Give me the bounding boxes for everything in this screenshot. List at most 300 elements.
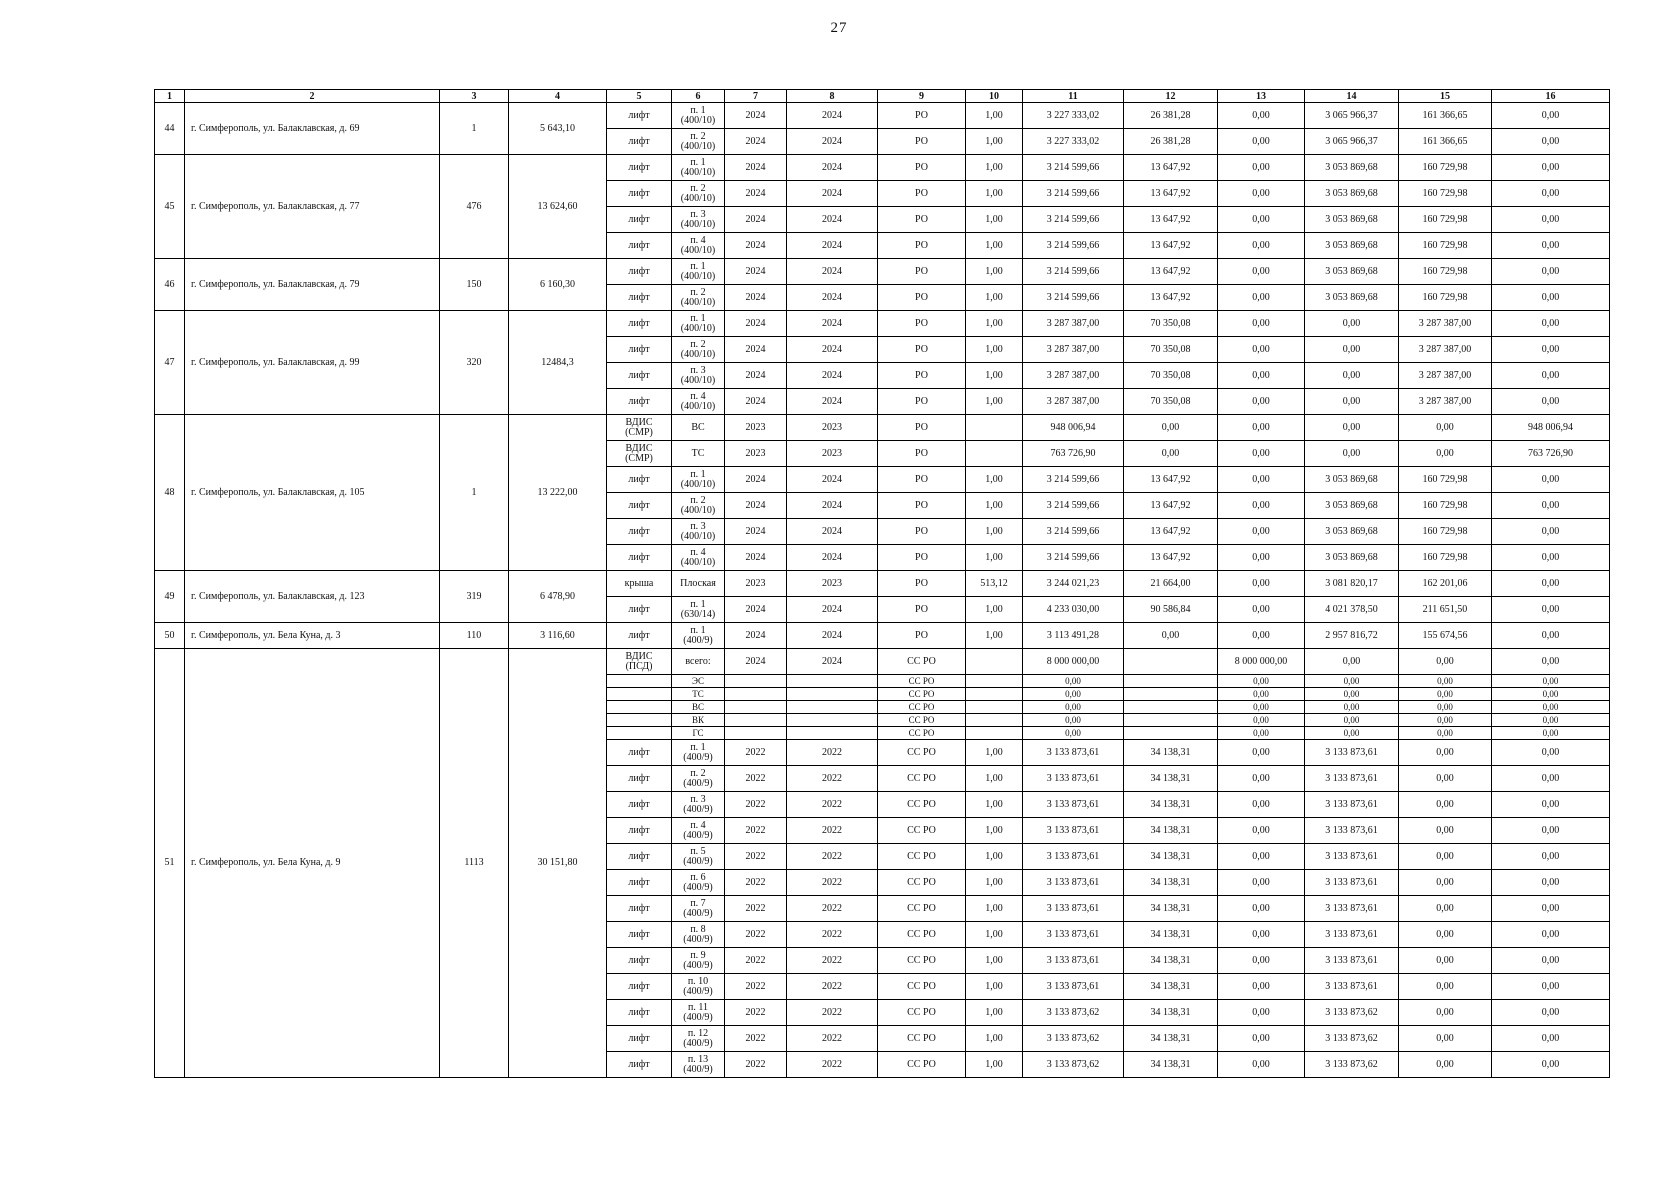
header-cell: 8 <box>787 90 878 103</box>
year-start-cell: 2023 <box>725 441 787 467</box>
header-cell: 2 <box>185 90 440 103</box>
col14-cell: 0,00 <box>1305 649 1399 675</box>
year-start-cell: 2024 <box>725 363 787 389</box>
col16-cell: 0,00 <box>1492 571 1610 597</box>
work-type-cell <box>607 675 672 688</box>
house-number-cell: 46 <box>155 259 185 311</box>
col16-cell: 0,00 <box>1492 896 1610 922</box>
work-type-cell: лифт <box>607 844 672 870</box>
col15-cell: 0,00 <box>1399 974 1492 1000</box>
year-end-cell: 2024 <box>787 389 878 415</box>
volume-cell: 1,00 <box>966 922 1023 948</box>
col16-cell: 0,00 <box>1492 1026 1610 1052</box>
work-type-cell: лифт <box>607 623 672 649</box>
col14-cell: 3 053 869,68 <box>1305 207 1399 233</box>
address-cell: г. Симферополь, ул. Балаклавская, д. 69 <box>185 103 440 155</box>
year-end-cell: 2024 <box>787 623 878 649</box>
house-number-cell: 49 <box>155 571 185 623</box>
work-type-cell: лифт <box>607 493 672 519</box>
col13-cell: 0,00 <box>1218 415 1305 441</box>
col14-cell: 3 133 873,61 <box>1305 766 1399 792</box>
funding-cell: РО <box>878 207 966 233</box>
header-cell: 6 <box>672 90 725 103</box>
work-type-cell: лифт <box>607 818 672 844</box>
col15-cell: 3 287 387,00 <box>1399 363 1492 389</box>
area-cell: 6 478,90 <box>509 571 607 623</box>
cost-per-unit-cell: 34 138,31 <box>1124 870 1218 896</box>
col16-cell: 0,00 <box>1492 181 1610 207</box>
table-row <box>155 103 1610 129</box>
table-row <box>155 415 1610 441</box>
total-cost-cell: 3 214 599,66 <box>1023 467 1124 493</box>
element-cell: п. 1 (630/14) <box>672 597 725 623</box>
header-cell: 14 <box>1305 90 1399 103</box>
house-number-cell: 44 <box>155 103 185 155</box>
col13-cell: 0,00 <box>1218 792 1305 818</box>
cost-per-unit-cell: 34 138,31 <box>1124 922 1218 948</box>
col14-cell: 3 133 873,62 <box>1305 1026 1399 1052</box>
element-cell: п. 1 (400/10) <box>672 311 725 337</box>
year-end-cell <box>787 675 878 688</box>
funding-cell: РО <box>878 311 966 337</box>
work-type-cell: лифт <box>607 233 672 259</box>
cost-per-unit-cell: 13 647,92 <box>1124 155 1218 181</box>
element-cell: п. 2 (400/10) <box>672 337 725 363</box>
cost-per-unit-cell <box>1124 714 1218 727</box>
element-cell: п. 5 (400/9) <box>672 844 725 870</box>
year-start-cell: 2022 <box>725 1052 787 1078</box>
cost-per-unit-cell: 26 381,28 <box>1124 103 1218 129</box>
funding-cell: РО <box>878 571 966 597</box>
col15-cell: 160 729,98 <box>1399 233 1492 259</box>
year-start-cell: 2024 <box>725 285 787 311</box>
year-start-cell: 2024 <box>725 259 787 285</box>
col15-cell: 0,00 <box>1399 1000 1492 1026</box>
work-type-cell: лифт <box>607 870 672 896</box>
funding-cell: СС РО <box>878 714 966 727</box>
cost-per-unit-cell: 13 647,92 <box>1124 207 1218 233</box>
funding-cell: СС РО <box>878 675 966 688</box>
year-start-cell: 2022 <box>725 766 787 792</box>
funding-cell: РО <box>878 519 966 545</box>
funding-cell: СС РО <box>878 948 966 974</box>
col16-cell: 0,00 <box>1492 597 1610 623</box>
funding-cell: РО <box>878 285 966 311</box>
total-cost-cell: 948 006,94 <box>1023 415 1124 441</box>
total-cost-cell: 3 133 873,62 <box>1023 1052 1124 1078</box>
col13-cell: 0,00 <box>1218 597 1305 623</box>
cost-per-unit-cell: 0,00 <box>1124 623 1218 649</box>
year-start-cell <box>725 727 787 740</box>
element-cell: п. 6 (400/9) <box>672 870 725 896</box>
total-cost-cell: 3 133 873,61 <box>1023 870 1124 896</box>
col13-cell: 0,00 <box>1218 870 1305 896</box>
volume-cell: 1,00 <box>966 233 1023 259</box>
funding-cell: СС РО <box>878 1026 966 1052</box>
element-cell: всего: <box>672 649 725 675</box>
year-end-cell: 2022 <box>787 974 878 1000</box>
element-cell: п. 11 (400/9) <box>672 1000 725 1026</box>
year-start-cell: 2022 <box>725 896 787 922</box>
col14-cell: 3 053 869,68 <box>1305 259 1399 285</box>
volume-cell: 513,12 <box>966 571 1023 597</box>
work-type-cell: лифт <box>607 311 672 337</box>
funding-cell: РО <box>878 545 966 571</box>
year-start-cell: 2022 <box>725 1000 787 1026</box>
funding-cell: РО <box>878 415 966 441</box>
col14-cell: 3 133 873,62 <box>1305 1052 1399 1078</box>
table-row <box>155 259 1610 285</box>
col15-cell: 0,00 <box>1399 727 1492 740</box>
cost-per-unit-cell: 70 350,08 <box>1124 311 1218 337</box>
col14-cell: 3 065 966,37 <box>1305 103 1399 129</box>
work-type-cell: лифт <box>607 1052 672 1078</box>
area-cell: 12484,3 <box>509 311 607 415</box>
cost-per-unit-cell <box>1124 701 1218 714</box>
col13-cell: 0,00 <box>1218 545 1305 571</box>
col13-cell: 0,00 <box>1218 922 1305 948</box>
col16-cell: 0,00 <box>1492 649 1610 675</box>
col15-cell: 160 729,98 <box>1399 155 1492 181</box>
col14-cell: 3 133 873,61 <box>1305 844 1399 870</box>
col16-cell: 0,00 <box>1492 740 1610 766</box>
volume-cell: 1,00 <box>966 1000 1023 1026</box>
volume-cell: 1,00 <box>966 597 1023 623</box>
col14-cell: 0,00 <box>1305 337 1399 363</box>
funding-cell: РО <box>878 129 966 155</box>
work-type-cell: ВДИС (СМР) <box>607 441 672 467</box>
year-end-cell: 2024 <box>787 545 878 571</box>
work-type-cell: ВДИС (ПСД) <box>607 649 672 675</box>
col14-cell: 0,00 <box>1305 701 1399 714</box>
cost-per-unit-cell: 34 138,31 <box>1124 948 1218 974</box>
work-type-cell <box>607 688 672 701</box>
element-cell: п. 1 (400/10) <box>672 155 725 181</box>
funding-cell: РО <box>878 259 966 285</box>
address-cell: г. Симферополь, ул. Балаклавская, д. 105 <box>185 415 440 571</box>
volume-cell: 1,00 <box>966 818 1023 844</box>
address-cell: г. Симферополь, ул. Бела Куна, д. 9 <box>185 649 440 1078</box>
col16-cell: 0,00 <box>1492 688 1610 701</box>
year-end-cell: 2022 <box>787 844 878 870</box>
total-cost-cell: 763 726,90 <box>1023 441 1124 467</box>
col13-cell: 0,00 <box>1218 688 1305 701</box>
total-cost-cell: 0,00 <box>1023 675 1124 688</box>
total-cost-cell: 3 214 599,66 <box>1023 181 1124 207</box>
total-cost-cell: 8 000 000,00 <box>1023 649 1124 675</box>
year-start-cell: 2024 <box>725 545 787 571</box>
col16-cell: 0,00 <box>1492 467 1610 493</box>
cost-per-unit-cell <box>1124 649 1218 675</box>
element-cell: ТС <box>672 688 725 701</box>
volume-cell: 1,00 <box>966 974 1023 1000</box>
col14-cell: 3 133 873,61 <box>1305 792 1399 818</box>
work-type-cell: лифт <box>607 259 672 285</box>
cost-per-unit-cell: 90 586,84 <box>1124 597 1218 623</box>
element-cell: п. 2 (400/10) <box>672 129 725 155</box>
year-end-cell: 2022 <box>787 818 878 844</box>
volume-cell: 1,00 <box>966 623 1023 649</box>
work-type-cell: лифт <box>607 974 672 1000</box>
col16-cell: 0,00 <box>1492 155 1610 181</box>
col15-cell: 0,00 <box>1399 792 1492 818</box>
year-end-cell: 2024 <box>787 207 878 233</box>
cost-per-unit-cell: 13 647,92 <box>1124 545 1218 571</box>
col16-cell: 0,00 <box>1492 233 1610 259</box>
col15-cell: 160 729,98 <box>1399 545 1492 571</box>
cost-per-unit-cell: 34 138,31 <box>1124 766 1218 792</box>
volume-cell: 1,00 <box>966 519 1023 545</box>
area-cell: 30 151,80 <box>509 649 607 1078</box>
year-start-cell <box>725 701 787 714</box>
col16-cell: 763 726,90 <box>1492 441 1610 467</box>
header-cell: 1 <box>155 90 185 103</box>
total-cost-cell: 3 214 599,66 <box>1023 493 1124 519</box>
area-cell: 13 222,00 <box>509 415 607 571</box>
col13-cell: 0,00 <box>1218 974 1305 1000</box>
col16-cell: 0,00 <box>1492 714 1610 727</box>
cost-per-unit-cell: 13 647,92 <box>1124 233 1218 259</box>
element-cell: ВС <box>672 415 725 441</box>
col14-cell: 0,00 <box>1305 714 1399 727</box>
house-number-cell: 50 <box>155 623 185 649</box>
address-cell: г. Симферополь, ул. Балаклавская, д. 123 <box>185 571 440 623</box>
col13-cell: 0,00 <box>1218 103 1305 129</box>
col16-cell: 0,00 <box>1492 207 1610 233</box>
year-end-cell: 2024 <box>787 493 878 519</box>
col15-cell: 0,00 <box>1399 688 1492 701</box>
total-cost-cell: 3 214 599,66 <box>1023 207 1124 233</box>
funding-cell: РО <box>878 363 966 389</box>
element-cell: п. 10 (400/9) <box>672 974 725 1000</box>
year-end-cell: 2024 <box>787 597 878 623</box>
col16-cell: 0,00 <box>1492 337 1610 363</box>
volume-cell: 1,00 <box>966 493 1023 519</box>
col14-cell: 0,00 <box>1305 363 1399 389</box>
work-type-cell: лифт <box>607 181 672 207</box>
col15-cell: 160 729,98 <box>1399 285 1492 311</box>
cost-per-unit-cell: 34 138,31 <box>1124 974 1218 1000</box>
col16-cell: 0,00 <box>1492 922 1610 948</box>
cost-per-unit-cell: 34 138,31 <box>1124 844 1218 870</box>
area-cell: 3 116,60 <box>509 623 607 649</box>
element-cell: п. 2 (400/9) <box>672 766 725 792</box>
volume-cell <box>966 675 1023 688</box>
col16-cell: 0,00 <box>1492 974 1610 1000</box>
col16-cell: 0,00 <box>1492 129 1610 155</box>
volume-cell: 1,00 <box>966 389 1023 415</box>
area-cell: 5 643,10 <box>509 103 607 155</box>
col16-cell: 0,00 <box>1492 259 1610 285</box>
cost-per-unit-cell: 34 138,31 <box>1124 1000 1218 1026</box>
cost-per-unit-cell: 13 647,92 <box>1124 285 1218 311</box>
cost-per-unit-cell: 13 647,92 <box>1124 467 1218 493</box>
col15-cell: 0,00 <box>1399 922 1492 948</box>
col14-cell: 0,00 <box>1305 311 1399 337</box>
element-cell: п. 2 (400/10) <box>672 181 725 207</box>
cost-per-unit-cell: 13 647,92 <box>1124 181 1218 207</box>
col13-cell: 0,00 <box>1218 155 1305 181</box>
cost-per-unit-cell <box>1124 675 1218 688</box>
col16-cell: 0,00 <box>1492 1000 1610 1026</box>
funding-cell: РО <box>878 337 966 363</box>
work-type-cell: лифт <box>607 467 672 493</box>
page-number: 27 <box>830 20 848 36</box>
year-end-cell: 2022 <box>787 922 878 948</box>
col13-cell: 0,00 <box>1218 207 1305 233</box>
col14-cell: 3 133 873,61 <box>1305 818 1399 844</box>
year-end-cell: 2022 <box>787 896 878 922</box>
total-cost-cell: 3 214 599,66 <box>1023 285 1124 311</box>
work-type-cell: лифт <box>607 103 672 129</box>
funding-cell: РО <box>878 441 966 467</box>
volume-cell <box>966 688 1023 701</box>
work-type-cell: крыша <box>607 571 672 597</box>
year-start-cell: 2022 <box>725 870 787 896</box>
volume-cell: 1,00 <box>966 948 1023 974</box>
volume-cell <box>966 701 1023 714</box>
work-type-cell: лифт <box>607 545 672 571</box>
year-start-cell: 2024 <box>725 493 787 519</box>
header-cell: 13 <box>1218 90 1305 103</box>
total-cost-cell: 3 113 491,28 <box>1023 623 1124 649</box>
element-cell: п. 13 (400/9) <box>672 1052 725 1078</box>
funding-cell: СС РО <box>878 649 966 675</box>
cost-per-unit-cell <box>1124 688 1218 701</box>
year-start-cell: 2022 <box>725 740 787 766</box>
col13-cell: 0,00 <box>1218 285 1305 311</box>
col14-cell: 3 133 873,61 <box>1305 870 1399 896</box>
year-end-cell <box>787 701 878 714</box>
col14-cell: 3 053 869,68 <box>1305 467 1399 493</box>
year-end-cell: 2022 <box>787 792 878 818</box>
volume-cell <box>966 415 1023 441</box>
col13-cell: 0,00 <box>1218 701 1305 714</box>
area-cell: 6 160,30 <box>509 259 607 311</box>
header-cell: 4 <box>509 90 607 103</box>
element-cell: п. 3 (400/10) <box>672 207 725 233</box>
total-cost-cell: 3 214 599,66 <box>1023 259 1124 285</box>
element-cell: ГС <box>672 727 725 740</box>
cost-per-unit-cell: 21 664,00 <box>1124 571 1218 597</box>
col15-cell: 0,00 <box>1399 740 1492 766</box>
year-start-cell: 2024 <box>725 207 787 233</box>
col14-cell: 3 133 873,61 <box>1305 922 1399 948</box>
col13-cell: 0,00 <box>1218 233 1305 259</box>
col3-cell: 1 <box>440 415 509 571</box>
col14-cell: 3 053 869,68 <box>1305 155 1399 181</box>
total-cost-cell: 3 133 873,61 <box>1023 844 1124 870</box>
work-type-cell: лифт <box>607 285 672 311</box>
col13-cell: 0,00 <box>1218 519 1305 545</box>
col14-cell: 2 957 816,72 <box>1305 623 1399 649</box>
element-cell: п. 4 (400/10) <box>672 389 725 415</box>
header-cell: 7 <box>725 90 787 103</box>
element-cell: ЭС <box>672 675 725 688</box>
element-cell: п. 2 (400/10) <box>672 493 725 519</box>
element-cell: п. 8 (400/9) <box>672 922 725 948</box>
col15-cell: 161 366,65 <box>1399 129 1492 155</box>
col3-cell: 320 <box>440 311 509 415</box>
col13-cell: 0,00 <box>1218 363 1305 389</box>
cost-per-unit-cell: 0,00 <box>1124 441 1218 467</box>
total-cost-cell: 3 133 873,61 <box>1023 922 1124 948</box>
total-cost-cell: 3 133 873,62 <box>1023 1026 1124 1052</box>
volume-cell: 1,00 <box>966 740 1023 766</box>
work-type-cell: лифт <box>607 948 672 974</box>
work-type-cell: лифт <box>607 389 672 415</box>
col16-cell: 0,00 <box>1492 493 1610 519</box>
col14-cell: 3 081 820,17 <box>1305 571 1399 597</box>
funding-cell: СС РО <box>878 766 966 792</box>
col16-cell: 0,00 <box>1492 818 1610 844</box>
volume-cell: 1,00 <box>966 311 1023 337</box>
cost-per-unit-cell: 34 138,31 <box>1124 792 1218 818</box>
col16-cell: 0,00 <box>1492 623 1610 649</box>
year-start-cell: 2024 <box>725 311 787 337</box>
volume-cell: 1,00 <box>966 870 1023 896</box>
col15-cell: 0,00 <box>1399 415 1492 441</box>
col16-cell: 0,00 <box>1492 727 1610 740</box>
col14-cell: 3 065 966,37 <box>1305 129 1399 155</box>
funding-cell: СС РО <box>878 688 966 701</box>
element-cell: ВК <box>672 714 725 727</box>
col13-cell: 0,00 <box>1218 337 1305 363</box>
col16-cell: 0,00 <box>1492 389 1610 415</box>
year-end-cell: 2022 <box>787 1026 878 1052</box>
volume-cell <box>966 714 1023 727</box>
col14-cell: 0,00 <box>1305 675 1399 688</box>
year-start-cell: 2022 <box>725 792 787 818</box>
col15-cell: 160 729,98 <box>1399 259 1492 285</box>
col15-cell: 160 729,98 <box>1399 493 1492 519</box>
year-start-cell <box>725 688 787 701</box>
col15-cell: 0,00 <box>1399 675 1492 688</box>
total-cost-cell: 3 227 333,02 <box>1023 129 1124 155</box>
year-end-cell: 2022 <box>787 740 878 766</box>
work-type-cell: лифт <box>607 766 672 792</box>
work-type-cell <box>607 714 672 727</box>
year-end-cell: 2024 <box>787 337 878 363</box>
col15-cell: 3 287 387,00 <box>1399 389 1492 415</box>
funding-cell: РО <box>878 103 966 129</box>
address-cell: г. Симферополь, ул. Бела Куна, д. 3 <box>185 623 440 649</box>
cost-per-unit-cell: 70 350,08 <box>1124 389 1218 415</box>
house-number-cell: 51 <box>155 649 185 1078</box>
cost-per-unit-cell: 26 381,28 <box>1124 129 1218 155</box>
cost-per-unit-cell: 34 138,31 <box>1124 740 1218 766</box>
col15-cell: 0,00 <box>1399 844 1492 870</box>
col13-cell: 0,00 <box>1218 493 1305 519</box>
element-cell: п. 1 (400/9) <box>672 623 725 649</box>
col16-cell: 948 006,94 <box>1492 415 1610 441</box>
col15-cell: 160 729,98 <box>1399 181 1492 207</box>
work-type-cell: лифт <box>607 1000 672 1026</box>
house-number-cell: 45 <box>155 155 185 259</box>
header-cell: 5 <box>607 90 672 103</box>
year-end-cell: 2022 <box>787 948 878 974</box>
col15-cell: 160 729,98 <box>1399 467 1492 493</box>
total-cost-cell: 3 133 873,61 <box>1023 948 1124 974</box>
col16-cell: 0,00 <box>1492 519 1610 545</box>
total-cost-cell: 3 133 873,61 <box>1023 896 1124 922</box>
col15-cell: 0,00 <box>1399 896 1492 922</box>
total-cost-cell: 3 287 387,00 <box>1023 311 1124 337</box>
col13-cell: 0,00 <box>1218 844 1305 870</box>
total-cost-cell: 3 133 873,61 <box>1023 740 1124 766</box>
volume-cell: 1,00 <box>966 207 1023 233</box>
year-end-cell: 2022 <box>787 1000 878 1026</box>
